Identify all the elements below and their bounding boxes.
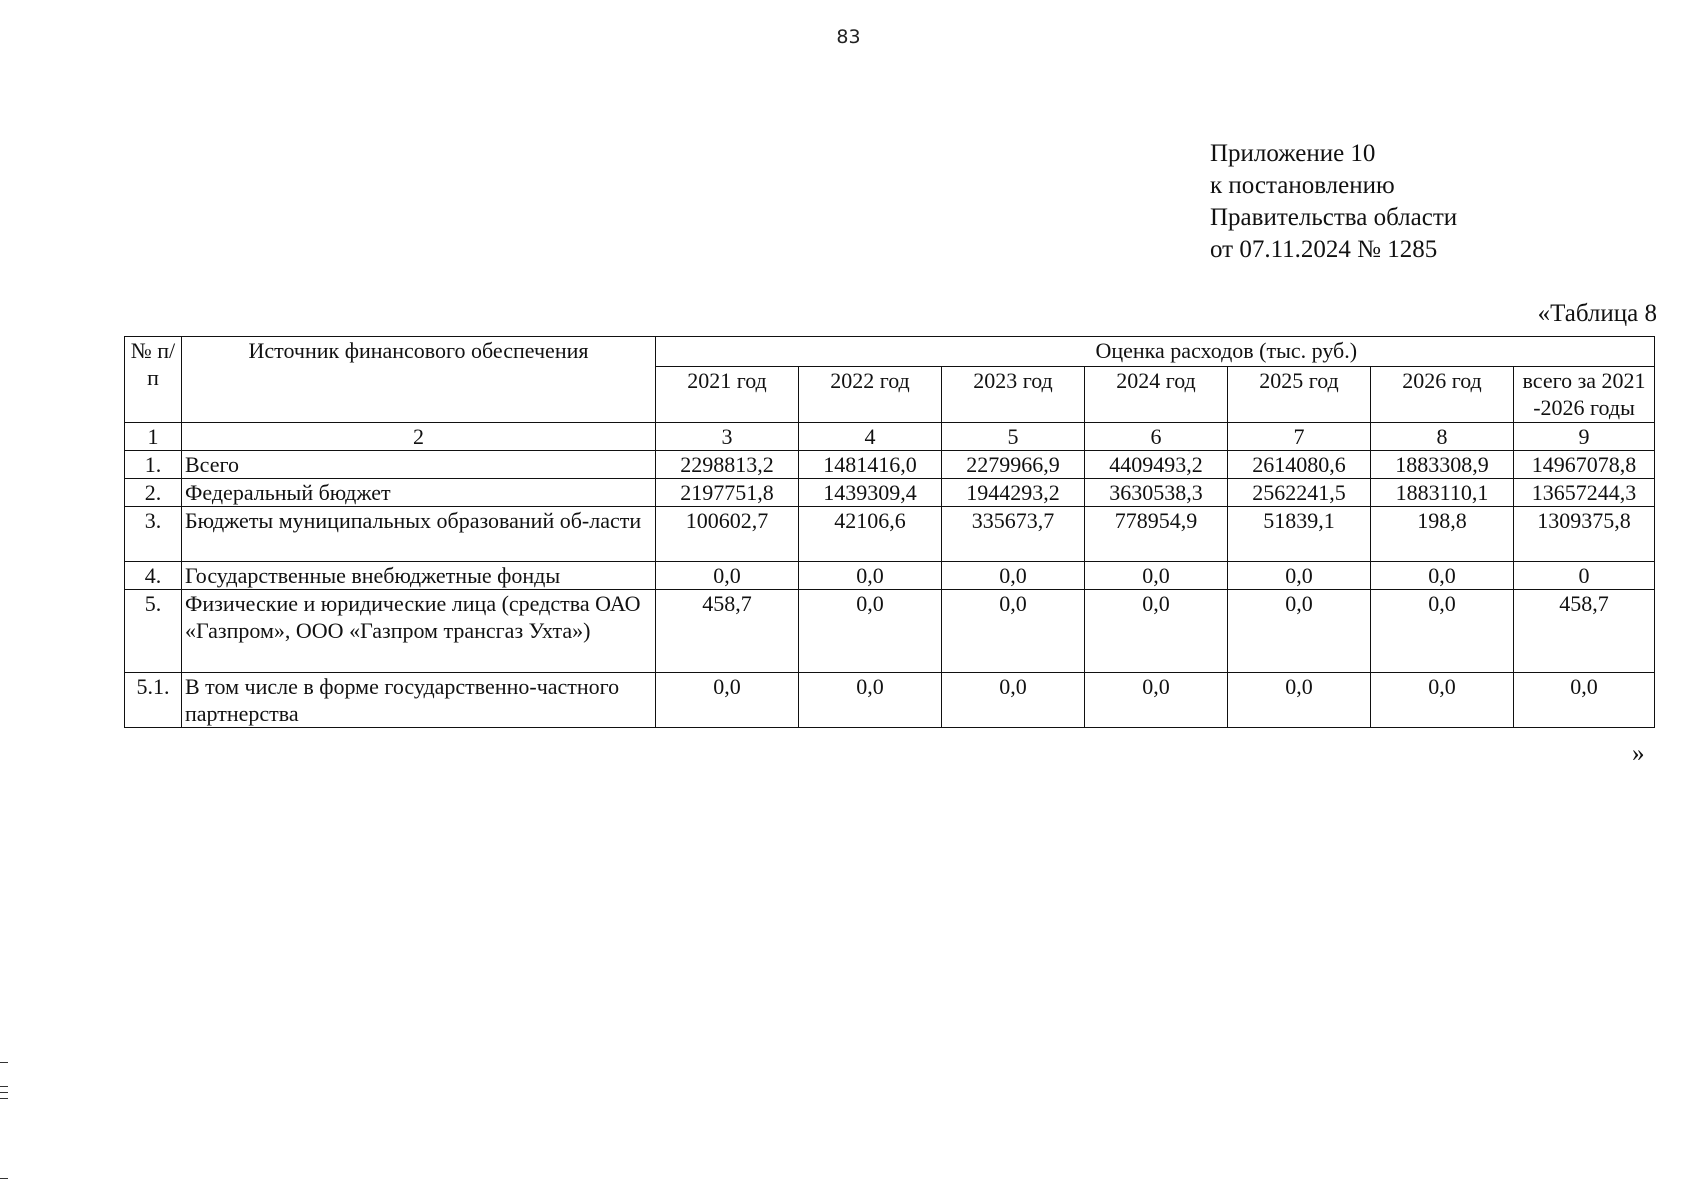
row-value: 4409493,2	[1085, 451, 1228, 479]
row-value: 14967078,8	[1514, 451, 1655, 479]
col-number: 3	[656, 423, 799, 451]
row-value: 0,0	[1514, 673, 1655, 728]
row-value: 0,0	[1371, 562, 1514, 590]
row-source: Государственные внебюджетные фонды	[182, 562, 656, 590]
col-number: 5	[942, 423, 1085, 451]
financing-table	[124, 336, 1655, 728]
header-source: Источник финансового обеспечения	[182, 337, 656, 423]
row-source: Всего	[182, 451, 656, 479]
row-value: 2197751,8	[656, 479, 799, 507]
row-value: 0,0	[799, 673, 942, 728]
header-year: 2026 год	[1371, 367, 1514, 423]
header-total: всего за 2021 -2026 годы	[1514, 367, 1655, 423]
appendix-line-3: Правительства области	[1210, 204, 1458, 231]
row-num: 5.1.	[125, 673, 182, 728]
appendix-block	[1210, 138, 1457, 266]
row-value: 0	[1514, 562, 1655, 590]
row-source: Федеральный бюджет	[182, 479, 656, 507]
header-year: 2023 год	[942, 367, 1085, 423]
row-value: 100602,7	[656, 507, 799, 562]
table-caption: «Таблица 8	[1537, 300, 1657, 327]
row-value: 1944293,2	[942, 479, 1085, 507]
col-number: 4	[799, 423, 942, 451]
scan-edge-mark	[0, 1086, 8, 1087]
header-year: 2024 год	[1085, 367, 1228, 423]
col-number: 2	[182, 423, 656, 451]
header-group: Оценка расходов (тыс. руб.)	[799, 337, 1655, 367]
row-source: Бюджеты муниципальных образований об-ласти	[182, 507, 656, 562]
row-value: 198,8	[1371, 507, 1514, 562]
row-value: 0,0	[1085, 562, 1228, 590]
row-value: 2279966,9	[942, 451, 1085, 479]
row-value: 0,0	[1228, 562, 1371, 590]
col-number: 7	[1228, 423, 1371, 451]
header-year: 2022 год	[799, 367, 942, 423]
row-source: В том числе в форме государственно-частного партнерства	[182, 673, 656, 728]
row-value: 2298813,2	[656, 451, 799, 479]
row-value: 0,0	[1085, 590, 1228, 673]
row-value: 0,0	[799, 562, 942, 590]
col-number: 9	[1514, 423, 1655, 451]
row-value: 0,0	[1085, 673, 1228, 728]
row-value: 0,0	[942, 562, 1085, 590]
row-num: 5.	[125, 590, 182, 673]
row-value: 458,7	[1514, 590, 1655, 673]
row-source: Физические и юридические лица (средства ОАО «Газпром», ООО «Газпром трансгаз Ухта»)	[182, 590, 656, 673]
scan-edge-mark	[0, 1062, 8, 1063]
row-value: 0,0	[942, 590, 1085, 673]
row-num: 2.	[125, 479, 182, 507]
row-value: 1309375,8	[1514, 507, 1655, 562]
row-value: 0,0	[1371, 590, 1514, 673]
scan-edge-mark	[0, 1178, 8, 1179]
row-value: 778954,9	[1085, 507, 1228, 562]
header-num: № п/п	[125, 337, 182, 423]
row-value: 2614080,6	[1228, 451, 1371, 479]
col-number: 1	[125, 423, 182, 451]
row-value: 0,0	[1228, 590, 1371, 673]
row-value: 0,0	[1228, 673, 1371, 728]
row-value: 0,0	[1371, 673, 1514, 728]
row-num: 3.	[125, 507, 182, 562]
table-row	[125, 451, 1655, 479]
page-number: 83	[836, 26, 861, 48]
row-value: 42106,6	[799, 507, 942, 562]
header-year: 2021 год	[656, 367, 799, 423]
appendix-line-4: от 07.11.2024 № 1285	[1210, 236, 1438, 263]
row-value: 0,0	[656, 562, 799, 590]
row-value: 2562241,5	[1228, 479, 1371, 507]
row-num: 4.	[125, 562, 182, 590]
row-value: 335673,7	[942, 507, 1085, 562]
row-value: 51839,1	[1228, 507, 1371, 562]
row-value: 1481416,0	[799, 451, 942, 479]
header-year: 2025 год	[1228, 367, 1371, 423]
appendix-line-2: к постановлению	[1210, 172, 1395, 199]
table-row	[125, 590, 1655, 673]
row-value: 1883110,1	[1371, 479, 1514, 507]
column-numbers-row	[125, 423, 1655, 451]
header-blank	[656, 337, 799, 367]
appendix-line-1: Приложение 10	[1210, 140, 1376, 167]
table-row	[125, 507, 1655, 562]
row-value: 1883308,9	[1371, 451, 1514, 479]
row-value: 0,0	[942, 673, 1085, 728]
row-value: 0,0	[799, 590, 942, 673]
row-value: 1439309,4	[799, 479, 942, 507]
col-number: 6	[1085, 423, 1228, 451]
table-row	[125, 479, 1655, 507]
scan-edge-mark	[0, 1098, 8, 1099]
row-value: 13657244,3	[1514, 479, 1655, 507]
scan-edge-mark	[0, 1092, 8, 1093]
row-num: 1.	[125, 451, 182, 479]
row-value: 0,0	[656, 673, 799, 728]
table-row	[125, 673, 1655, 728]
row-value: 3630538,3	[1085, 479, 1228, 507]
row-value: 458,7	[656, 590, 799, 673]
table-row	[125, 562, 1655, 590]
closing-quote: »	[1632, 740, 1645, 767]
col-number: 8	[1371, 423, 1514, 451]
